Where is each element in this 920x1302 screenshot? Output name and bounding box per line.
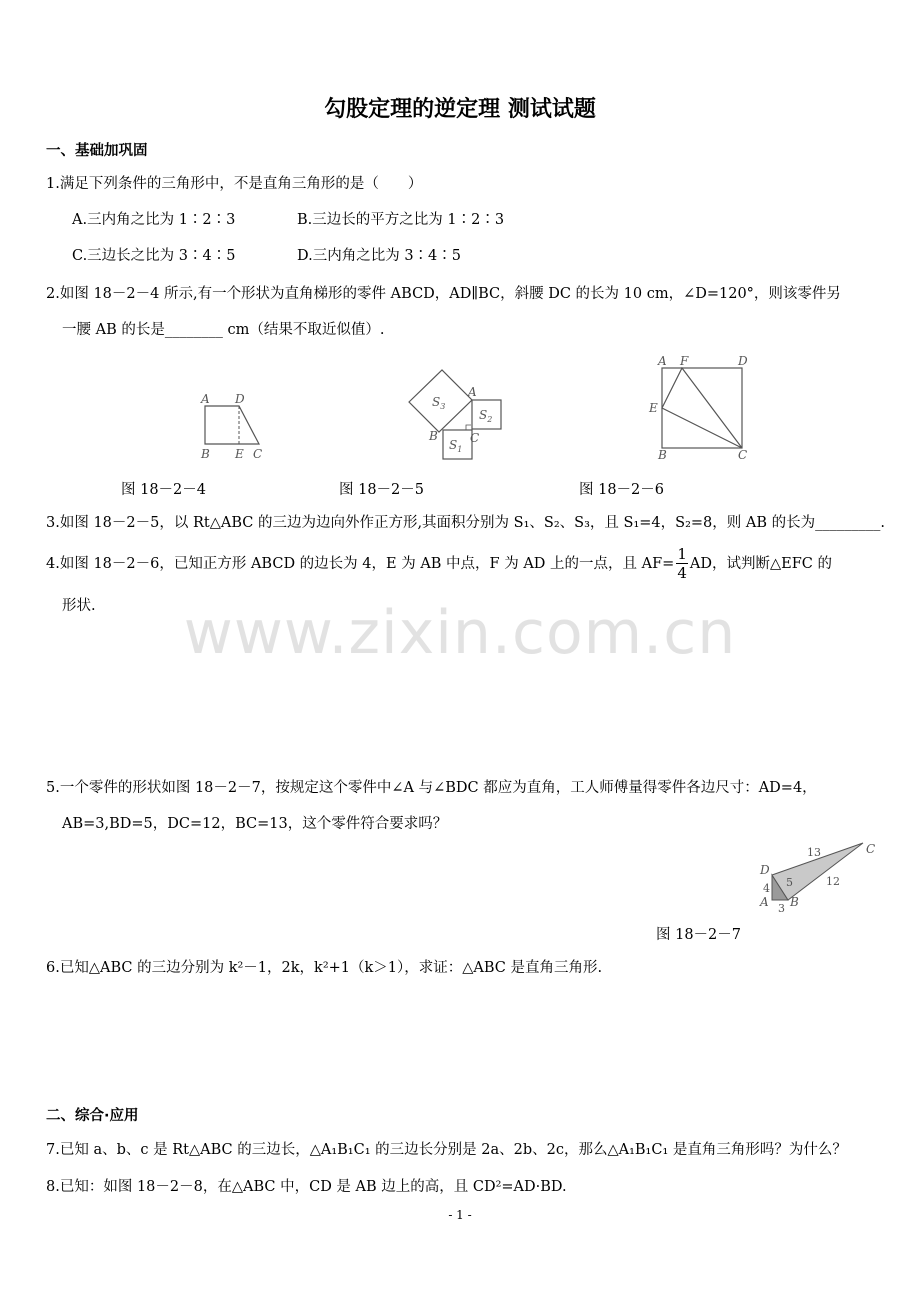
fig5-label-c: C [470, 431, 480, 445]
question-2-line-1: 2.如图 18－2－4 所示,有一个形状为直角梯形的零件 ABCD，AD∥BC，斜腰 DC 的长为 10 cm，∠D=120°，则该零件另 [46, 286, 841, 302]
figure-18-2-7-caption: 图 18－2－7 [656, 927, 742, 943]
fig7-length-13: 13 [807, 846, 821, 859]
fig4-label-b: B [201, 447, 210, 461]
figure-18-2-6 [646, 350, 756, 462]
fig6-label-d: D [738, 354, 748, 368]
fig5-label-s2: $S_2$ [479, 408, 493, 424]
fig5-label-a: A [468, 385, 477, 399]
fig6-label-c: C [738, 448, 748, 462]
question-4-line-1 [46, 546, 832, 582]
fraction-denominator: 4 [677, 564, 687, 582]
question-3: 3.如图 18－2－5，以 Rt△ABC 的三边为边向外作正方形,其面积分别为 S₁、S₂、S₃，且 S₁=4，S₂=8，则 AB 的长为_________. [46, 515, 885, 531]
question-4-text-b: AD，试判断△EFC 的 [689, 556, 832, 572]
section-heading-comprehensive: 二、综合·应用 [46, 1108, 139, 1124]
fig7-length-5: 5 [786, 876, 793, 889]
question-2-line-2: 一腰 AB 的长是________ cm（结果不取近似值）. [62, 322, 385, 338]
fig5-label-b: B [429, 429, 438, 443]
question-8: 8.已知：如图 18－2－8，在△ABC 中，CD 是 AB 边上的高，且 CD²=AD·BD. [46, 1179, 567, 1195]
fig6-label-f: F [680, 354, 689, 368]
fig7-label-a: A [760, 895, 769, 909]
question-7: 7.已知 a、b、c 是 Rt△ABC 的三边长，△A₁B₁C₁ 的三边长分别是 2a、2b、2c，那么△A₁B₁C₁ 是直角三角形吗？为什么？ [46, 1142, 847, 1158]
question-1-option-d: D.三内角之比为 3∶4∶5 [297, 248, 462, 264]
question-1-option-c: C.三边长之比为 3∶4∶5 [72, 248, 236, 264]
fig7-length-3: 3 [778, 902, 785, 915]
fraction-one-quarter [676, 547, 688, 581]
fig7-length-4: 4 [763, 882, 770, 895]
fig7-label-c: C [866, 842, 876, 856]
watermark: www.zixin.com.cn [183, 598, 737, 668]
page-title: 勾股定理的逆定理 测试试题 [324, 97, 596, 122]
figure-18-2-7 [752, 836, 882, 916]
fraction-numerator: 1 [677, 545, 687, 563]
right-angle-mark [466, 425, 471, 430]
fig7-label-b: B [790, 895, 799, 909]
fig6-label-b: B [658, 448, 667, 462]
question-4-text-a: 4.如图 18－2－6，已知正方形 ABCD 的边长为 4，E 为 AB 中点，F 为 AD 上的一点，且 AF= [46, 556, 675, 572]
fig4-label-d: D [235, 392, 245, 406]
question-1-option-a: A.三内角之比为 1∶2∶3 [72, 212, 236, 228]
figure-18-2-4-caption: 图 18－2－4 [121, 482, 207, 498]
square-s3 [409, 370, 472, 432]
fig7-label-d: D [760, 863, 770, 877]
fig6-label-a: A [658, 354, 667, 368]
square-abcd [662, 368, 742, 448]
page-number: - 1 - [448, 1208, 472, 1222]
question-6: 6.已知△ABC 的三边分别为 k²－1，2k，k²+1（k＞1），求证：△ABC 是直角三角形. [46, 960, 603, 976]
figure-18-2-5-caption: 图 18－2－5 [339, 482, 425, 498]
figure-18-2-5 [404, 364, 508, 464]
figure-18-2-6-caption: 图 18－2－6 [579, 482, 665, 498]
fig4-label-e: E [235, 447, 244, 461]
fig5-label-s3: $S_3$ [432, 395, 446, 411]
fig5-label-s1: $S_1$ [449, 438, 463, 454]
question-1-stem: 1.满足下列条件的三角形中，不是直角三角形的是（ ） [46, 176, 423, 192]
section-heading-basic: 一、基础加巩固 [46, 143, 148, 159]
question-4-line-2: 形状. [62, 598, 96, 614]
triangle-efc [662, 368, 742, 448]
fig4-label-c: C [253, 447, 263, 461]
question-5-line-2: AB=3,BD=5，DC=12，BC=13，这个零件符合要求吗？ [62, 816, 448, 832]
trapezoid-abcd [205, 406, 259, 444]
question-1-option-b: B.三边长的平方之比为 1∶2∶3 [297, 212, 505, 228]
fig4-label-a: A [201, 392, 210, 406]
figure-18-2-4 [195, 390, 275, 462]
fig7-length-12: 12 [826, 875, 840, 888]
fig6-label-e: E [649, 401, 658, 415]
question-5-line-1: 5.一个零件的形状如图 18－2－7，按规定这个零件中∠A 与∠BDC 都应为直角，工人师傅量得零件各边尺寸：AD=4， [46, 780, 817, 796]
